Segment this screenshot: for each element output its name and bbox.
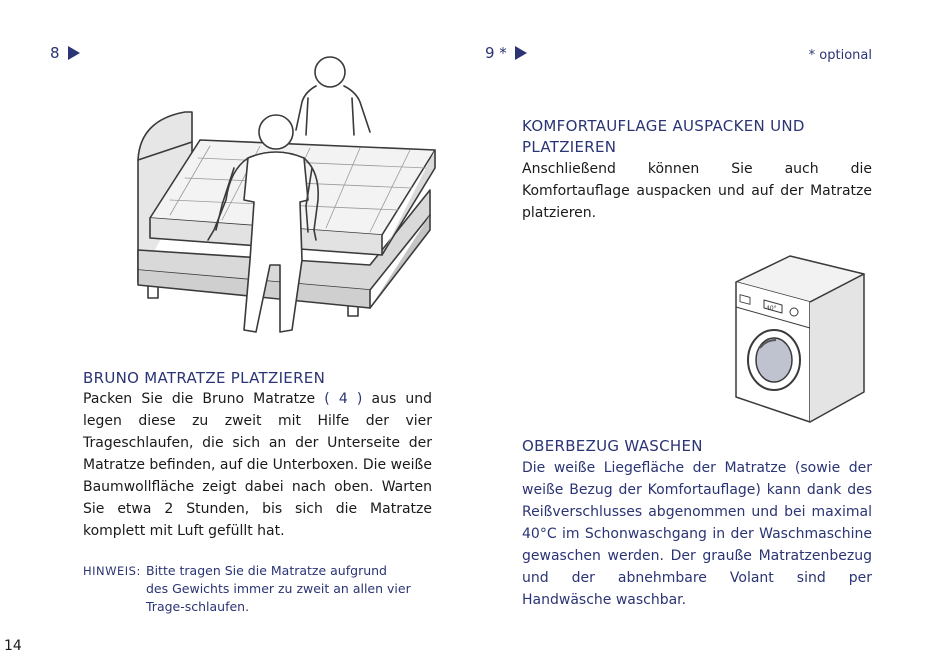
heading-mattress: BRUNO MATRATZE PLATZIEREN (83, 369, 326, 387)
bed-illustration (130, 50, 440, 350)
washing-machine-illustration (730, 252, 870, 424)
optional-note: * optional (808, 48, 872, 63)
step-number-8: 8 (50, 44, 80, 62)
note-label: HINWEIS: (83, 564, 141, 578)
paragraph-mattress: Packen Sie die Bruno Matratze ( 4 ) aus und legen diese zu zweit mit Hilfe der vier Trageschlaufen, die sich an der Unterseite der Matratze befinden, auf die Unterboxen. Die weiße Baumwollfläche zeigt dabei nach oben. Warten Sie etwa 2 Stunden, bis sich die Matratze komplett mit Luft gefüllt hat. (83, 391, 433, 539)
arrow-right-icon (68, 46, 80, 60)
step-number-9: 9 * (485, 44, 527, 62)
heading-wash: OBERBEZUG WASCHEN (522, 437, 703, 455)
note-hint (83, 562, 423, 618)
page-number: 14 (4, 638, 22, 654)
paragraph-wash: Die weiße Liegefläche der Matratze (sowie der weiße Bezug der Komfortauflage) kann dank des Reißverschlusses abgenommen und bei maximal 40°C im Schonwaschgang in der Waschmaschine gewaschen werden. Der grauße Matratzenbezug und der abnehmbare Volant sind per Handwäsche waschbar. (522, 460, 872, 608)
heading-topper: KOMFORTAUFLAGE AUSPACKEN UND PLATZIEREN (522, 117, 805, 156)
machine-display: 40° (766, 305, 777, 312)
arrow-right-icon (515, 46, 527, 60)
part-reference: ( 4 ) (324, 391, 363, 407)
paragraph-topper: Anschließend können Sie auch die Komfortauflage auspacken und auf der Matratze platzieren. (522, 161, 872, 221)
note-text: Bitte tragen Sie die Matratze aufgrund des Gewichts immer zu zweit an allen vier Trage-schlaufen. (146, 563, 411, 614)
